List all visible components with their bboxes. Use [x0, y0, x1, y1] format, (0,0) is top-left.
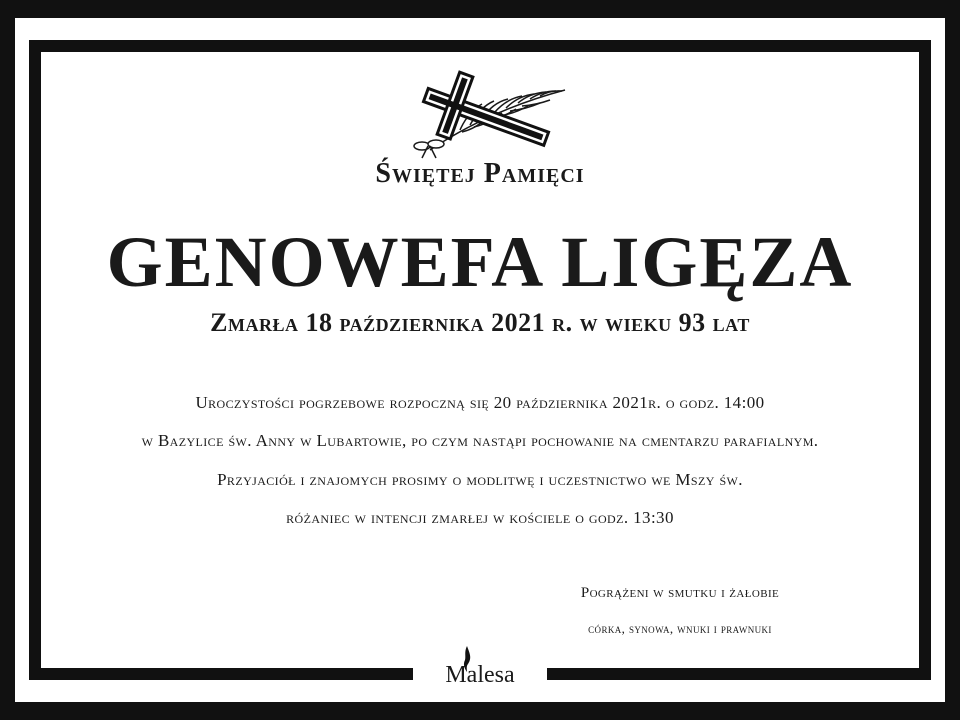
- frame-border-right: [919, 40, 931, 680]
- cross-palm-icon: [400, 70, 570, 160]
- funeral-details-line-4: różaniec w intencji zmarłej w kościele o godz. 13:30: [286, 508, 674, 527]
- funeral-details-line-1: Uroczystości pogrzebowe rozpoczną się 20 października 2021r. o godz. 14:00: [195, 393, 765, 412]
- obituary-notice: [15, 18, 945, 702]
- funeral-details-line-3: Przyjaciół i znajomych prosimy o modlitwę i uczestnictwo we Mszy św.: [217, 470, 743, 489]
- frame-border-bottom-left: [29, 668, 413, 680]
- logo-text: Malesa: [445, 662, 515, 688]
- frame-border-bottom-right: [547, 668, 931, 680]
- mourners-family: córka, synowa, wnuki i prawnuki: [588, 621, 772, 636]
- frame-border-left: [29, 40, 41, 680]
- frame-border-top: [29, 40, 931, 52]
- funeral-home-logo: [435, 646, 525, 690]
- deceased-name: GENOWEFA LIGĘZA: [106, 222, 854, 302]
- death-date-line: Zmarła 18 października 2021 r. w wieku 93 lat: [210, 308, 750, 337]
- mourners-intro: Pogrążeni w smutku i żałobie: [580, 585, 780, 601]
- funeral-details-line-2: w Bazylice św. Anny w Lubartowie, po czym nastąpi pochowanie na cmentarzu parafialnym.: [141, 431, 819, 450]
- memorial-heading: Świętej Pamięci: [375, 158, 585, 189]
